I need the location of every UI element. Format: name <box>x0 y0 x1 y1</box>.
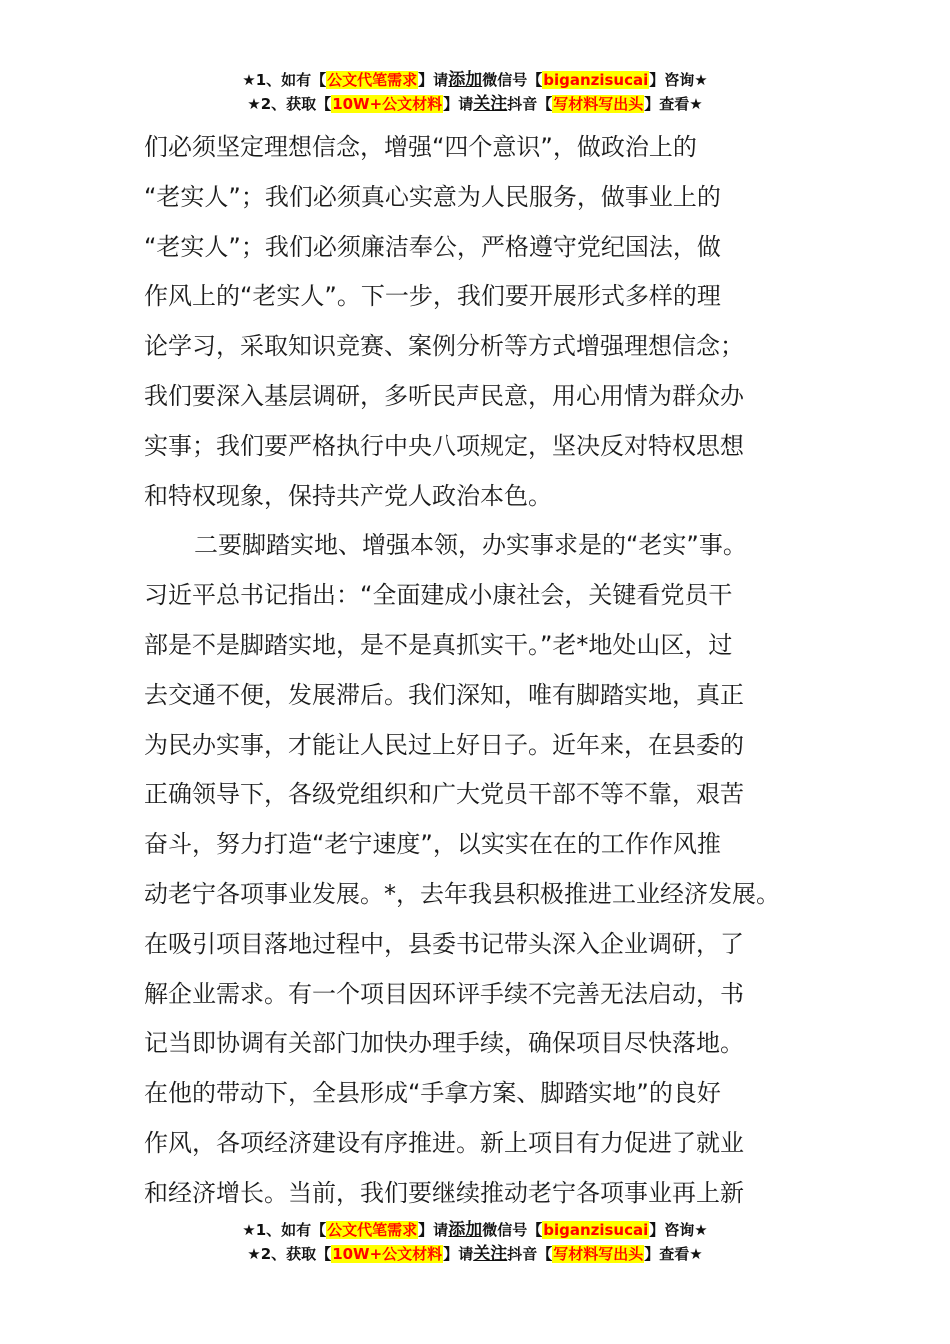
body-line: 习近平总书记指出：“全面建成小康社会，关键看党员干 <box>144 581 733 610</box>
footer-line-2-mid2: 抖音【 <box>507 1245 553 1263</box>
body-line: 实事；我们要严格执行中央八项规定，坚决反对特权思想 <box>144 431 744 460</box>
paragraph-start-line: 二要脚踏实地、增强本领，办实事求是的“老实”事。 <box>194 531 747 560</box>
body-line: 们必须坚定理想信念，增强“四个意识”，做政治上的 <box>144 133 697 161</box>
body-line: 部是不是脚踏实地，是不是真抓实干。”老*地处山区，过 <box>144 630 733 659</box>
body-line: 作风上的“老实人”。下一步，我们要开展形式多样的理 <box>144 282 721 311</box>
add-emphasis: 添加 <box>448 70 483 90</box>
body-line: 在吸引项目落地过程中，县委书记带头深入企业调研，了 <box>144 929 744 958</box>
body-line: 解企业需求。有一个项目因环评手续不完善无法启动，书 <box>144 979 744 1008</box>
footer-line-2-prefix: ★2、获取【 <box>247 1245 332 1263</box>
materials-highlight: 10W+公文材料 <box>332 1245 443 1263</box>
body-line: 作风，各项经济建设有序推进。新上项目有力促进了就业 <box>144 1128 744 1157</box>
footer-line-1 <box>0 1218 950 1242</box>
body-line: 为民办实事，才能让人民过上好日子。近年来，在县委的 <box>144 730 744 759</box>
header-line-1 <box>0 68 950 92</box>
service-highlight: 公文代笔需求 <box>327 1221 418 1239</box>
header-banner-top <box>0 68 950 116</box>
body-line: 正确领导下，各级党组织和广大党员干部不等不靠，艰苦 <box>144 780 744 809</box>
materials-highlight: 10W+公文材料 <box>332 95 443 113</box>
body-line: 奋斗，努力打造“老宁速度”，以实实在在的工作作风推 <box>144 830 721 859</box>
body-line: 去交通不便，发展滞后。我们深知，唯有脚踏实地，真正 <box>144 680 744 709</box>
body-line: 动老宁各项事业发展。*，去年我县积极推进工业经济发展。 <box>144 879 780 908</box>
body-line: 我们要深入基层调研，多听民声民意，用心用情为群众办 <box>144 381 744 410</box>
wechat-id-highlight[interactable]: biganzisucai <box>543 1221 649 1239</box>
footer-line-2 <box>0 1242 950 1266</box>
body-line: 和经济增长。当前，我们要继续推动老宁各项事业再上新 <box>144 1178 744 1207</box>
header-line-2-prefix: ★2、获取【 <box>247 95 332 113</box>
footer-line-2-mid1: 】请 <box>443 1245 474 1263</box>
douyin-account-highlight[interactable]: 写材料写出头 <box>553 1245 644 1263</box>
follow-emphasis: 关注 <box>473 94 508 114</box>
footer-line-1-suffix: 】咨询★ <box>649 1221 708 1239</box>
body-line: 在他的带动下，全县形成“手拿方案、脚踏实地”的良好 <box>144 1079 721 1108</box>
header-line-2-mid2: 抖音【 <box>507 95 553 113</box>
body-line: 论学习，采取知识竞赛、案例分析等方式增强理想信念； <box>144 332 744 361</box>
body-line: “老实人”；我们必须廉洁奉公，严格遵守党纪国法，做 <box>144 232 721 261</box>
service-highlight: 公文代笔需求 <box>327 71 418 89</box>
footer-line-1-mid1: 】请 <box>418 1221 449 1239</box>
header-line-2 <box>0 92 950 116</box>
body-line: 记当即协调有关部门加快办理手续，确保项目尽快落地。 <box>144 1029 744 1058</box>
document-body <box>144 123 816 1219</box>
header-line-1-suffix: 】咨询★ <box>649 71 708 89</box>
body-line: “老实人”；我们必须真心实意为人民服务，做事业上的 <box>144 182 721 211</box>
header-line-2-mid1: 】请 <box>443 95 474 113</box>
header-line-1-prefix: ★1、如有【 <box>242 71 327 89</box>
footer-line-1-mid2: 微信号【 <box>482 1221 543 1239</box>
follow-emphasis: 关注 <box>473 1244 508 1264</box>
add-emphasis: 添加 <box>448 1220 483 1240</box>
footer-banner-bottom <box>0 1218 950 1266</box>
douyin-account-highlight[interactable]: 写材料写出头 <box>553 95 644 113</box>
header-line-1-mid1: 】请 <box>418 71 449 89</box>
header-line-2-suffix: 】查看★ <box>644 95 703 113</box>
footer-line-2-suffix: 】查看★ <box>644 1245 703 1263</box>
wechat-id-highlight[interactable]: biganzisucai <box>543 71 649 89</box>
header-line-1-mid2: 微信号【 <box>482 71 543 89</box>
footer-line-1-prefix: ★1、如有【 <box>242 1221 327 1239</box>
body-line: 和特权现象，保持共产党人政治本色。 <box>144 481 552 510</box>
